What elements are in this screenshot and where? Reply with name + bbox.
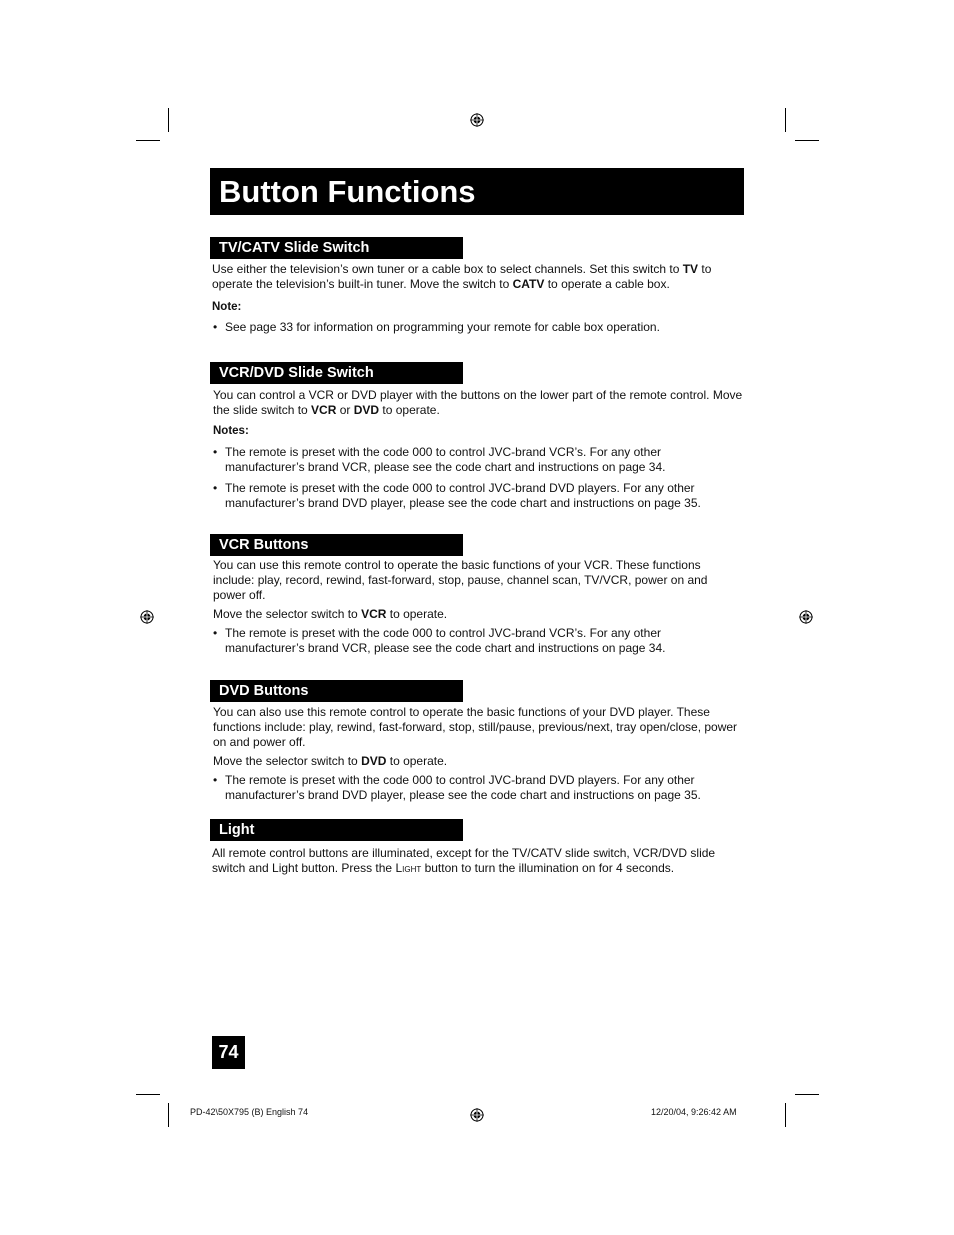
footer-timestamp: 12/20/04, 9:26:42 AM xyxy=(651,1107,737,1117)
page-title: Button Functions xyxy=(210,168,744,215)
tvcatv-note-label: Note: xyxy=(212,301,242,313)
tvcatv-note-bullet: • See page 33 for information on programming your remote for cable box operation. xyxy=(212,320,742,335)
section-heading-light: Light xyxy=(210,819,463,841)
vcr-buttons-paragraph: You can use this remote control to operate the basic functions of your VCR. These functions include: play, record, rewind, fast-forward, stop, pause, channel scan, TV/VCR, power on and power off. xyxy=(213,558,708,602)
crop-mark xyxy=(795,140,819,141)
crop-mark xyxy=(168,1103,169,1127)
registration-mark-icon xyxy=(470,1108,484,1122)
registration-mark-icon xyxy=(799,610,813,624)
registration-mark-icon xyxy=(140,610,154,624)
page-number: 74 xyxy=(212,1036,245,1069)
crop-mark xyxy=(785,108,786,132)
crop-mark xyxy=(785,1103,786,1127)
dvd-selector-paragraph: Move the selector switch to DVD to operate. xyxy=(213,754,448,768)
vcr-selector-paragraph: Move the selector switch to VCR to operate. xyxy=(213,607,448,621)
vcrdvd-note-bullet: • The remote is preset with the code 000 to control JVC-brand DVD players. For any other manufacturer’s brand DVD player, please see the code chart and instructions on page 35. xyxy=(212,481,742,511)
dvd-buttons-paragraph: You can also use this remote control to operate the basic functions of your DVD player. These functions include: play, rewind, fast-forward, stop, still/pause, previous/next, tray open/close, power on and power off. xyxy=(213,705,738,749)
section-heading-vcr-buttons: VCR Buttons xyxy=(210,534,463,556)
vcrdvd-paragraph: You can control a VCR or DVD player with the buttons on the lower part of the remote control. Move the slide switch to VCR or DVD to operate. xyxy=(213,388,743,417)
vcr-buttons-bullet: • The remote is preset with the code 000 to control JVC-brand VCR’s. For any other manufacturer’s brand VCR, please see the code chart and instructions on page 34. xyxy=(212,626,742,656)
light-paragraph: All remote control buttons are illuminated, except for the TV/CATV slide switch, VCR/DVD slide switch and Light button. Press the Light button to turn the illumination on for 4 seconds. xyxy=(212,846,716,875)
tvcatv-paragraph: Use either the television’s own tuner or a cable box to select channels. Set this switch to TV to operate the television’s built-in tuner. Move the switch to CATV to operate a cable box. xyxy=(212,262,712,291)
crop-mark xyxy=(136,1094,160,1095)
section-heading-dvd-buttons: DVD Buttons xyxy=(210,680,463,702)
crop-mark xyxy=(795,1094,819,1095)
footer-file-info: PD-42\50X795 (B) English 74 xyxy=(190,1107,309,1117)
crop-mark xyxy=(136,140,160,141)
vcrdvd-notes-label: Notes: xyxy=(213,425,249,437)
section-heading-tvcatv: TV/CATV Slide Switch xyxy=(210,237,463,259)
vcrdvd-note-bullet: • The remote is preset with the code 000 to control JVC-brand VCR’s. For any other manufacturer’s brand VCR, please see the code chart and instructions on page 34. xyxy=(212,445,742,475)
crop-mark xyxy=(168,108,169,132)
dvd-buttons-bullet: • The remote is preset with the code 000 to control JVC-brand DVD players. For any other manufacturer’s brand DVD player, please see the code chart and instructions on page 35. xyxy=(212,773,742,803)
registration-mark-icon xyxy=(470,113,484,127)
section-heading-vcrdvd: VCR/DVD Slide Switch xyxy=(210,362,463,384)
